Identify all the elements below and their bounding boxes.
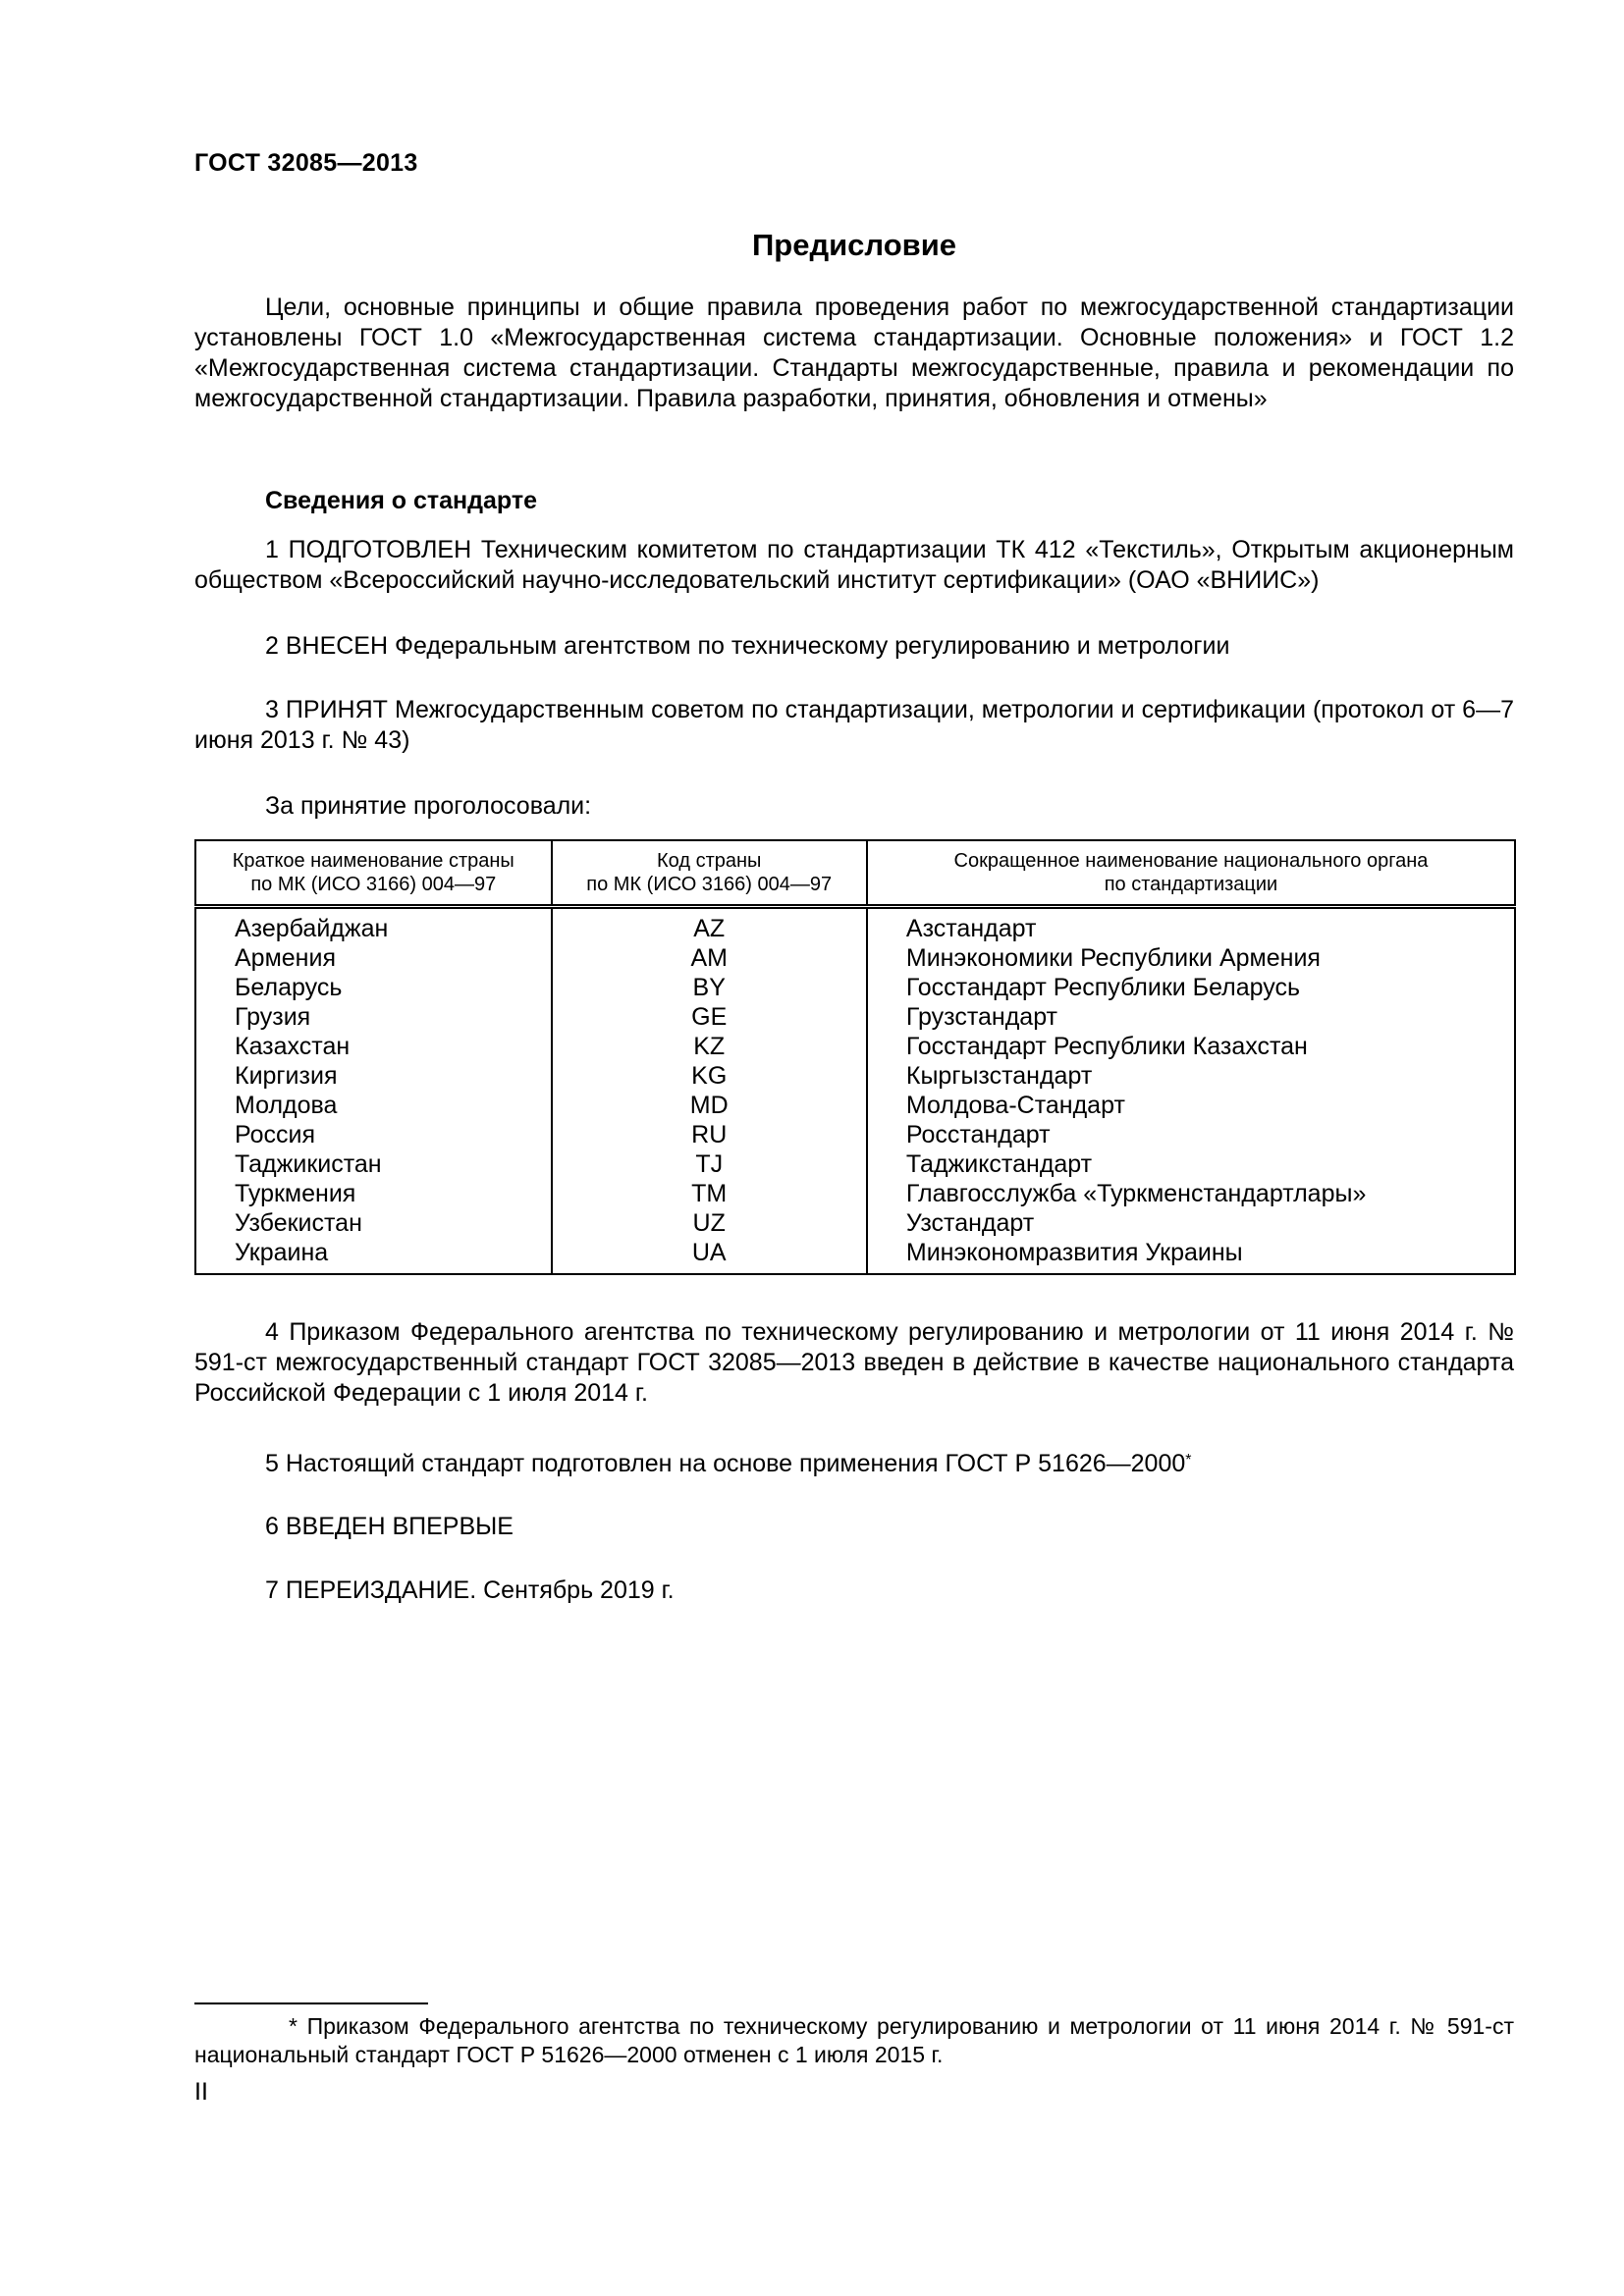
country-cell: Киргизия: [195, 1061, 552, 1091]
table-row: [195, 907, 1515, 944]
country-cell: Узбекистан: [195, 1208, 552, 1238]
code-cell: MD: [552, 1091, 867, 1120]
standards-body-cell: Кыргызстандарт: [867, 1061, 1515, 1091]
footnote-text: * Приказом Федерального агентства по техническому регулированию и метрологии от 11 июня 2014 г. № 591-ст национальный стандарт ГОСТ Р 51626—2000 отменен с 1 июля 2015 г.: [194, 2013, 1514, 2067]
item-7-paragraph: 7 ПЕРЕИЗДАНИЕ. Сентябрь 2019 г.: [265, 1576, 675, 1604]
country-cell: Россия: [195, 1120, 552, 1149]
table-row: [195, 1120, 1515, 1149]
country-cell: Молдова: [195, 1091, 552, 1120]
standards-body-cell: Главгосслужба «Туркменстандартлары»: [867, 1179, 1515, 1208]
table-row: [195, 1032, 1515, 1061]
code-cell: BY: [552, 973, 867, 1002]
footnote-separator: [194, 2002, 428, 2004]
table-row: [195, 1149, 1515, 1179]
code-cell: UA: [552, 1238, 867, 1274]
page-title: Предисловие: [751, 228, 956, 262]
country-cell: Таджикистан: [195, 1149, 552, 1179]
standards-body-cell: Молдова-Стандарт: [867, 1091, 1515, 1120]
code-cell: UZ: [552, 1208, 867, 1238]
code-cell: TJ: [552, 1149, 867, 1179]
item-2-paragraph: 2 ВНЕСЕН Федеральным агентством по техническому регулированию и метрологии: [265, 632, 1230, 660]
item-6-paragraph: 6 ВВЕДЕН ВПЕРВЫЕ: [265, 1513, 514, 1540]
section-heading: Сведения о стандарте: [265, 487, 538, 514]
item-1-paragraph: 1 ПОДГОТОВЛЕН Техническим комитетом по стандартизации ТК 412 «Текстиль», Открытым акционерным обществом «Всероссийский научно-исследовательский институт сертификации» (ОАО «ВНИИС»): [194, 536, 1514, 594]
column-header-code: Код страны по МК (ИСО 3166) 004—97: [552, 840, 867, 907]
table-row: [195, 1238, 1515, 1274]
code-cell: RU: [552, 1120, 867, 1149]
code-cell: GE: [552, 1002, 867, 1032]
code-cell: KG: [552, 1061, 867, 1091]
table-row: [195, 943, 1515, 973]
item-4-paragraph: 4 Приказом Федерального агентства по техническому регулированию и метрологии от 11 июня 2014 г. № 591-ст межгосударственный стандарт ГОСТ 32085—2013 введен в действие в качестве национального стандарта Российской Федерации с 1 июля 2014 г.: [194, 1318, 1514, 1407]
document-header-id: ГОСТ 32085—2013: [194, 149, 418, 177]
standards-body-cell: Минэкономразвития Украины: [867, 1238, 1515, 1274]
code-cell: AM: [552, 943, 867, 973]
standards-body-cell: Минэкономики Республики Армения: [867, 943, 1515, 973]
table-row: [195, 1002, 1515, 1032]
standards-body-cell: Росстандарт: [867, 1120, 1515, 1149]
column-header-body: Сокращенное наименование национального органа по стандартизации: [867, 840, 1515, 907]
page-number: II: [194, 2078, 208, 2106]
table-row: [195, 1061, 1515, 1091]
intro-paragraph: Цели, основные принципы и общие правила проведения работ по межгосударственной стандартизации установлены ГОСТ 1.0 «Межгосударственная система стандартизации. Основные положения» и ГОСТ 1.2 «Межгосударственная система стандартизации. Стандарты межгосударственные, правила и рекомендации по межгосударственной стандартизации. Правила разработки, принятия, обновления и отмены»: [194, 294, 1514, 412]
table-row: [195, 1179, 1515, 1208]
footnote-marker: *: [1185, 1452, 1192, 1468]
country-cell: Армения: [195, 943, 552, 973]
table-row: [195, 1208, 1515, 1238]
code-cell: KZ: [552, 1032, 867, 1061]
country-cell: Туркмения: [195, 1179, 552, 1208]
country-cell: Грузия: [195, 1002, 552, 1032]
item-5-text: 5 Настоящий стандарт подготовлен на основе применения ГОСТ Р 51626—2000: [265, 1450, 1186, 1477]
country-cell: Казахстан: [195, 1032, 552, 1061]
standards-body-cell: Азстандарт: [867, 907, 1515, 944]
table-row: [195, 1091, 1515, 1120]
table-header-row: [195, 840, 1515, 907]
column-header-country: Краткое наименование страны по МК (ИСО 3166) 004—97: [195, 840, 552, 907]
table-row: [195, 973, 1515, 1002]
country-cell: Азербайджан: [195, 907, 552, 944]
code-cell: TM: [552, 1179, 867, 1208]
country-cell: Беларусь: [195, 973, 552, 1002]
standards-body-cell: Грузстандарт: [867, 1002, 1515, 1032]
standards-body-cell: Госстандарт Республики Беларусь: [867, 973, 1515, 1002]
item-5-paragraph: [194, 1449, 1514, 1479]
votes-table: [194, 839, 1516, 1275]
code-cell: AZ: [552, 907, 867, 944]
standards-body-cell: Госстандарт Республики Казахстан: [867, 1032, 1515, 1061]
votes-intro: За принятие проголосовали:: [265, 792, 592, 820]
item-3-paragraph: 3 ПРИНЯТ Межгосударственным советом по стандартизации, метрологии и сертификации (протокол от 6—7 июня 2013 г. № 43): [194, 696, 1514, 754]
country-cell: Украина: [195, 1238, 552, 1274]
standards-body-cell: Таджикстандарт: [867, 1149, 1515, 1179]
standards-body-cell: Узстандарт: [867, 1208, 1515, 1238]
